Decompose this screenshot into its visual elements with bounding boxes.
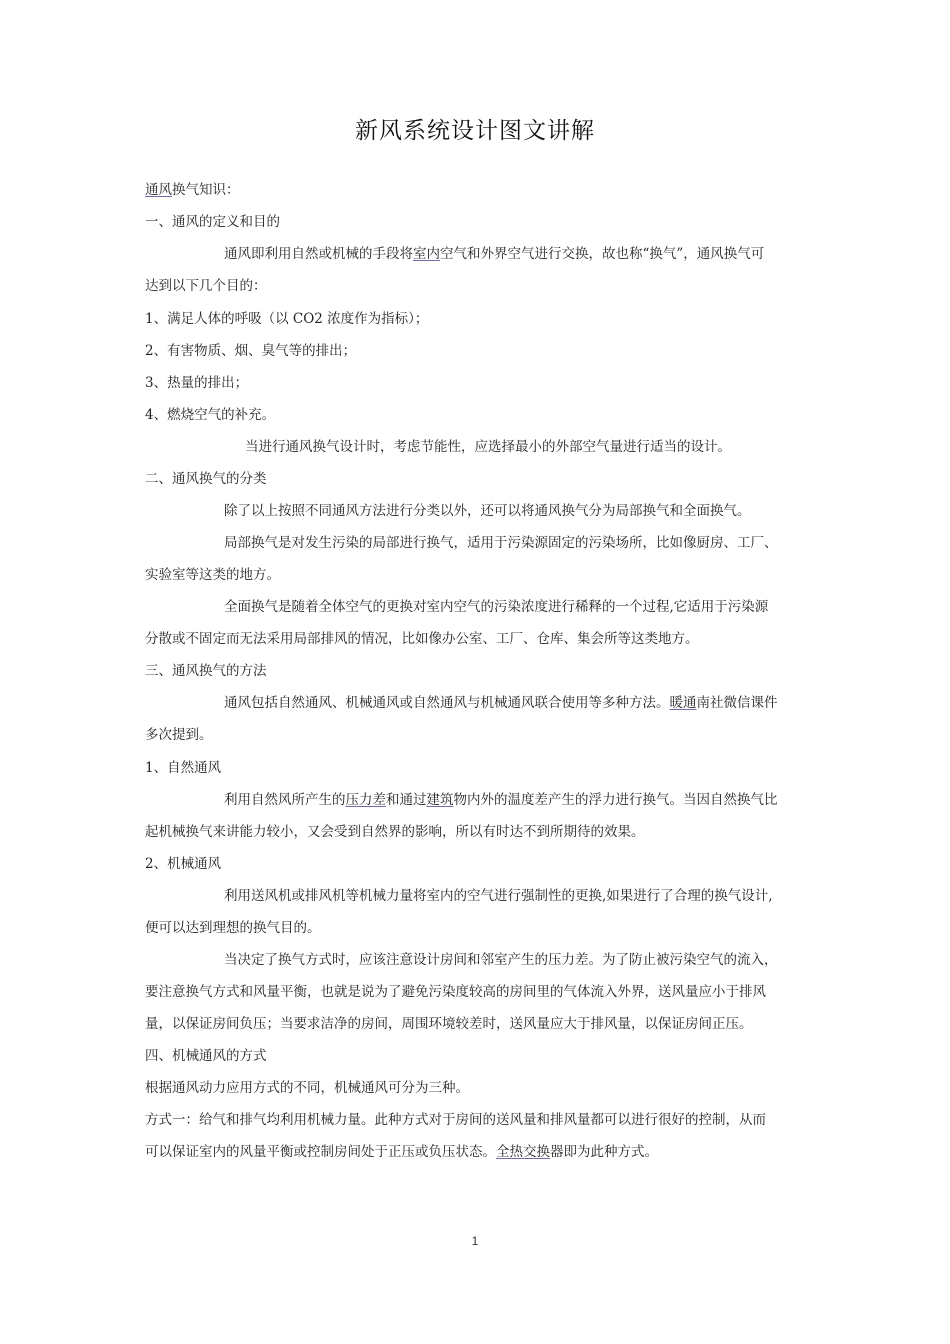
list-item: 1、满足人体的呼吸（以 CO2 浓度作为指标）； <box>145 311 429 327</box>
paragraph-line: 方式一：给气和排气均利用机械力量。此种方式对于房间的送风量和排风量都可以进行很好的控制，从而 <box>145 1112 766 1128</box>
text-span: 和通过 <box>386 792 427 808</box>
paragraph-line: 当进行通风换气设计时，考虑节能性，应选择最小的外部空气量进行适当的设计。 <box>245 439 731 455</box>
paragraph-line: 量，以保证房间负压；当要求洁净的房间，周围环境较差时，送风量应大于排风量，以保证房间正压。 <box>145 1016 753 1032</box>
paragraph-line: 根据通风动力应用方式的不同，机械通风可分为三种。 <box>145 1080 469 1096</box>
paragraph-line <box>224 244 816 264</box>
subsection-heading: 1、自然通风 <box>145 760 222 776</box>
paragraph-line: 便可以达到理想的换气目的。 <box>145 920 321 936</box>
paragraph-line: 要注意换气方式和风量平衡，也就是说为了避免污染度较高的房间里的气体流入外界，送风量应小于排风 <box>145 984 766 1000</box>
paragraph-line: 达到以下几个目的： <box>145 278 267 294</box>
hyperlink-text[interactable]: 建筑 <box>426 792 454 808</box>
section-heading: 一、通风的定义和目的 <box>145 214 280 230</box>
hyperlink-text[interactable]: 室内 <box>413 246 440 262</box>
text-span: 通风包括自然通风、机械通风或自然通风与机械通风联合使用等多种方法。 <box>224 695 670 711</box>
list-item: 2、有害物质、烟、臭气等的排出； <box>145 343 357 359</box>
page-number: 1 <box>471 1234 479 1248</box>
subsection-heading: 2、机械通风 <box>145 856 222 872</box>
list-item: 4、燃烧空气的补充。 <box>145 407 276 423</box>
paragraph-line: 起机械换气来讲能力较小，又会受到自然界的影响，所以有时达不到所期待的效果。 <box>145 824 645 840</box>
hyperlink-text[interactable]: 通风 <box>145 182 172 198</box>
paragraph-line: 多次提到。 <box>145 727 213 743</box>
hyperlink-text[interactable]: 暖通 <box>669 695 697 711</box>
text-span: 换气知识： <box>172 182 240 198</box>
paragraph-line: 实验室等这类的地方。 <box>145 567 280 583</box>
paragraph-line: 当决定了换气方式时，应该注意设计房间和邻室产生的压力差。为了防止被污染空气的流入， <box>224 952 778 968</box>
hyperlink-text[interactable]: 全热交换 <box>496 1144 550 1160</box>
paragraph-line: 利用送风机或排风机等机械力量将室内的空气进行强制性的更换,如果进行了合理的换气设计, <box>224 888 773 904</box>
paragraph-line: 除了以上按照不同通风方法进行分类以外，还可以将通风换气分为局部换气和全面换气。 <box>224 503 751 519</box>
text-span: 南社微信课件 <box>696 695 778 711</box>
paragraph-line <box>224 790 816 810</box>
paragraph-line <box>145 1142 815 1162</box>
paragraph-line <box>224 693 816 713</box>
paragraph-line: 分散或不固定而无法采用局部排风的情况，比如像办公室、工厂、仓库、集会所等这类地方。 <box>145 631 699 647</box>
text-span: 可以保证室内的风量平衡或控制房间处于正压或负压状态。 <box>145 1144 496 1160</box>
paragraph-line: 全面换气是随着全体空气的更换对室内空气的污染浓度进行稀释的一个过程,它适用于污染源 <box>224 599 769 615</box>
text-span: 通风即利用自然或机械的手段将 <box>224 246 413 262</box>
text-span: 器即为此种方式。 <box>550 1144 658 1160</box>
paragraph-line <box>145 180 815 200</box>
text-span: 空气和外界空气进行交换，故也称“换气”，通风换气可 <box>440 246 765 262</box>
text-span: 利用自然风所产生的 <box>224 792 346 808</box>
document-title: 新风系统设计图文讲解 <box>355 118 595 144</box>
section-heading: 四、机械通风的方式 <box>145 1048 267 1064</box>
section-heading: 二、通风换气的分类 <box>145 471 267 487</box>
hyperlink-text[interactable]: 压力差 <box>345 792 386 808</box>
text-span: 物内外的温度差产生的浮力进行换气。当因自然换气比 <box>453 792 778 808</box>
paragraph-line: 局部换气是对发生污染的局部进行换气，适用于污染源固定的污染场所，比如像厨房、工厂、 <box>224 535 778 551</box>
list-item: 3、热量的排出； <box>145 375 249 391</box>
section-heading: 三、通风换气的方法 <box>145 663 267 679</box>
